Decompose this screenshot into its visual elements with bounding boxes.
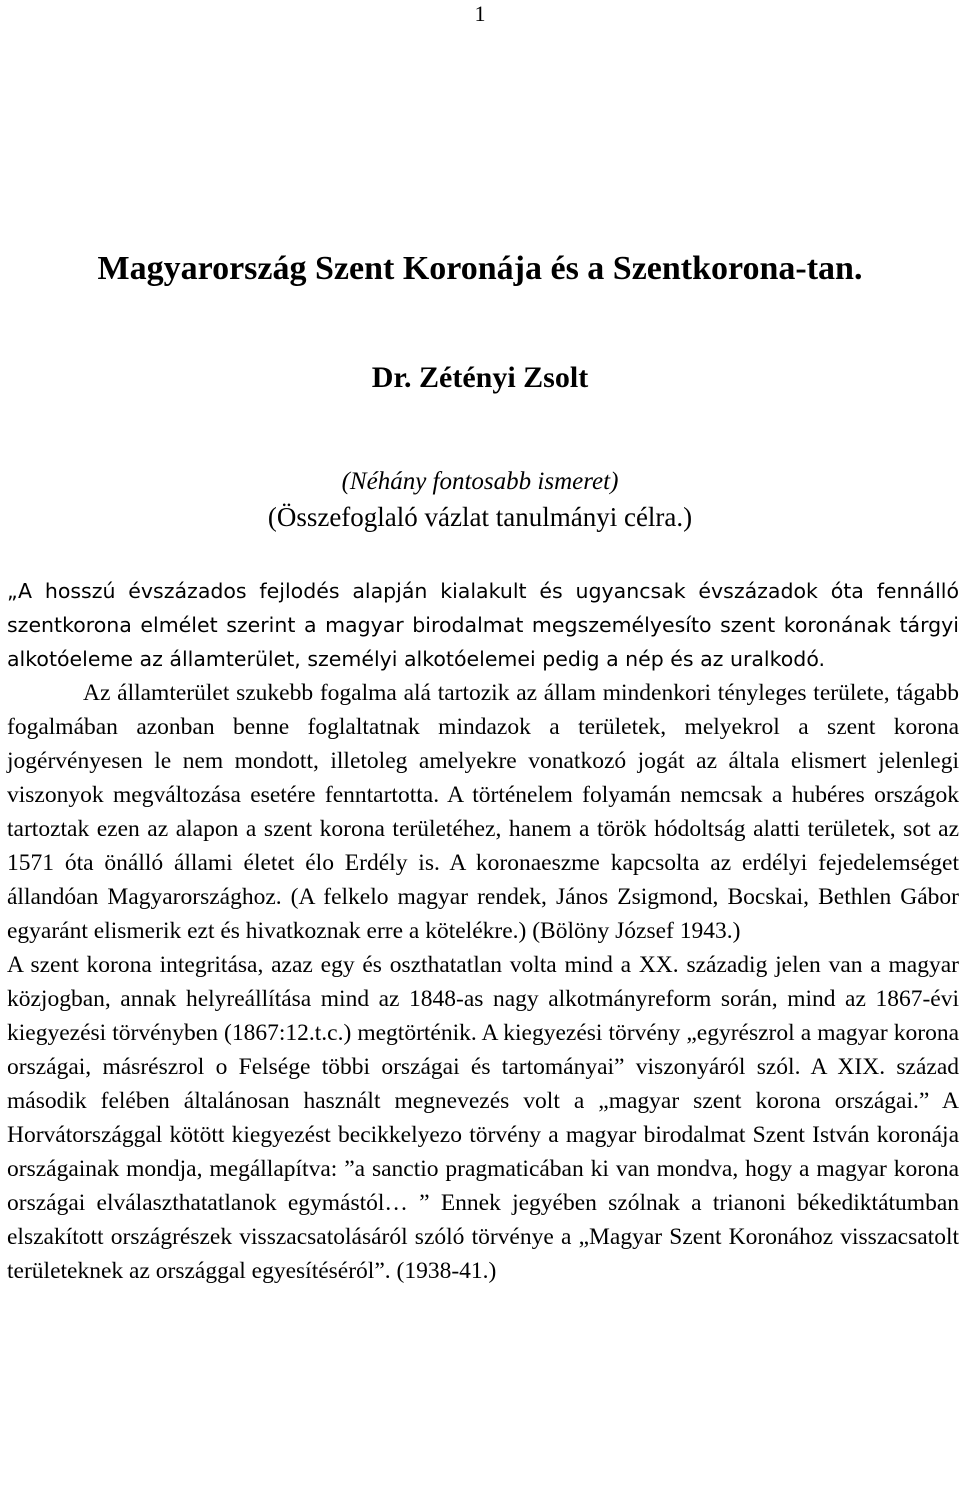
document-author: Dr. Zétényi Zsolt	[371, 361, 589, 394]
paragraph-intro-quote: „A hosszú évszázados fejlodés alapján kialakult és ugyancsak évszázadok óta fennálló szentkorona elmélet szerint a magyar birodalmat megszemélyesíto szent koronának tárgyi alkotóeleme az államterület, személyi alkotóelemei pedig a nép és az uralkodó.	[7, 579, 959, 671]
paragraph-crown-integrity: A szent korona integritása, azaz egy és oszthatatlan volta mind a XX. századig jelen van a magyar közjogban, annak helyreállítása mind az 1848-as nagy alkotmányreform során, mind az 1867-évi kiegyezési törvényben (1867:12.t.c.) megtörténik. A kiegyezési törvény „egyrészrol a magyar korona országai, másrészrol o Felsége többi országai és tartományai” viszonyáról szól. A XIX. század második felében általánosan használt megnevezés volt a „magyar szent korona országai.” A Horvátországgal kötött kiegyezést becikkelyezo törvény a magyar birodalmat Szent István koronája országainak mondja, megállapítva: ”a sanctio pragmaticában ki van mondva, hogy a magyar korona országai elválaszthatatlanok egymástól… ” Ennek jegyében szólnak a trianoni békediktátumban elszakított országrészek visszacsatolásáról szóló törvénye a „Magyar Szent Koronához visszacsatolt területeknek az országgal egyesítéséról”. (1938-41.)	[7, 952, 959, 1284]
document-subtitle-note: (Néhány fontosabb ismeret)	[341, 468, 619, 495]
paragraph-state-territory: Az államterület szukebb fogalma alá tartozik az állam mindenkori tényleges területe, tágabb fogalmában azonban benne foglaltatnak mindazok a területek, melyekrol a szent korona jogérvényesen le nem mondott, illetoleg amelyekre vonatkozó jogát az általa elismert jelenlegi viszonyok megváltozása esetére fenntartotta. A történelem folyamán nemcsak a hubéres országok tartoztak ezen az alapon a szent korona területéhez, hanem a török hódoltság alatti területek, sot az 1571 óta önálló állami életet élo Erdély is. A koronaeszme kapcsolta az erdélyi fejedelemséget állandóan Magyarországhoz. (A felkelo magyar rendek, János Zsigmond, Bocskai, Bethlen Gábor egyaránt elismerik ezt és hivatkoznak erre a kötelékre.) (Bölöny József 1943.)	[7, 680, 959, 944]
document-subtitle-purpose: (Összefoglaló vázlat tanulmányi célra.)	[267, 502, 693, 532]
document-body	[7, 574, 959, 1288]
page-number: 1	[474, 1, 486, 26]
document-title: Magyarország Szent Koronája és a Szentkorona-tan.	[97, 250, 863, 287]
